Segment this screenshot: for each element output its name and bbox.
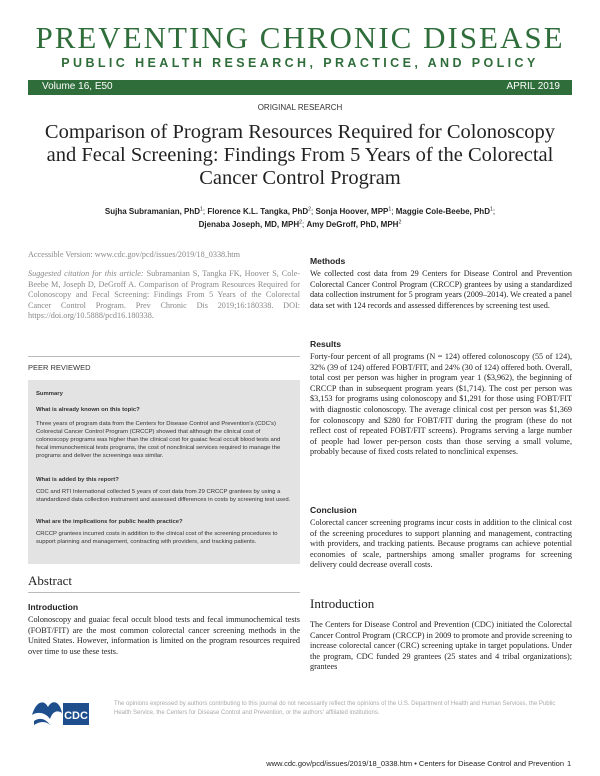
summary-question: What is already known on this topic? (36, 407, 140, 413)
journal-subtitle: PUBLIC HEALTH RESEARCH, PRACTICE, AND POLICY (61, 56, 539, 70)
intro-heading: Introduction (28, 602, 79, 612)
methods-heading: Methods (310, 256, 346, 266)
summary-question: What is added by this report? (36, 477, 119, 483)
peer-reviewed-label: PEER REVIEWED (28, 363, 91, 372)
conclusion-heading: Conclusion (310, 505, 357, 515)
summary-title: Summary (36, 391, 63, 397)
svg-text:CDC: CDC (64, 710, 88, 722)
summary-question: What are the implications for public health practice? (36, 519, 183, 525)
summary-answer: CDC and RTI International collected 5 years of cost data from 29 CRCCP grantees by using a standardized data collection instrument and assessed differences in costs by screening test used. (36, 489, 291, 503)
author: Florence K.L. Tangka, PhD$^2$; (207, 206, 316, 216)
article-title: Comparison of Program Resources Required for Colonoscopy and Fecal Screening: Findings From 5 Years of the Colorectal Cancer Control Program (44, 121, 556, 189)
summary-answer: CRCCP grantees incurred costs in addition to the clinical cost of the screening procedures to support planning and management, contracting with providers, and tracking patients. (36, 531, 278, 545)
footer-url[interactable]: www.cdc.gov/pcd/issues/2019/18_0338.htm • Centers for Disease Control and Prevention (266, 759, 564, 768)
author: Sonja Hoover, MPP$^1$; (315, 206, 396, 216)
divider (28, 592, 300, 593)
abstract-heading: Abstract (28, 573, 73, 588)
results-paragraph: Forty-four percent of all programs (N = 124) offered colonoscopy (55 of 124), 32% (39 of 124) offered FOBT/FIT, and 24% (30 of 124) offered both. Overall, total cost per person was higher in program year 1 ($3,962), the beginning of CRCCP than in subsequent program years ($1,714). The cost per person was $3,153 for programs using colonoscopy and $1,291 for those using FOBT/FIT with diagnostic colonoscopy. The average clinical cost per person was $1,369 for colonoscopy and $280 for FOBT/FIT during the program (these do not reflect cost of repeated FOBT/FIT screens). Programs serving a large number of people had lower per-person costs than those serving a small volume, probably because of fixed costs related to nonclinical expenses. (310, 352, 572, 457)
author: Amy DeGroff, PhD, MPH$^2$ (306, 219, 402, 229)
volume-label: Volume 16, E50 (42, 81, 113, 92)
methods-paragraph: We collected cost data from 29 Centers for Disease Control and Prevention Colorectal Cancer Control Program (CRCCP) grantees by using a standardized data collection instrument for 5 program years (2009–2014). We created a panel data set with 124 records and assessed differences by screening test used. (310, 269, 573, 310)
conclusion-paragraph: Colorectal cancer screening programs incur costs in addition to the clinical cost of the screening procedures to support planning and management, contracting with providers, and tracking patients. Because programs can achieve potential economies of scale, partnerships among smaller programs for screening delivery could decrease overall costs. (310, 518, 572, 570)
summary-answer: Three years of program data from the Centers for Disease Control and Prevention's (CDC's) Colorectal Cancer Control Program (CRCCP) showed that although the clinical cost of colonoscopy programs was higher than the clinical cost for guaiac fecal occult blood tests and fecal immunochemical tests programs, the cost of nonclinical services required to manage the programs and deliver the screenings was similar. (36, 421, 281, 459)
results-heading: Results (310, 339, 342, 349)
volume-bar (28, 80, 572, 95)
author: Djenaba Joseph, MD, MPH$^2$; (198, 219, 307, 229)
intro-paragraph: Colonoscopy and guaiac fecal occult blood tests and fecal immunochemical tests (FOBT/FIT) are the most common colorectal cancer screening methods in the United States. However, information is limited on the program resources required over time to use these tests. (28, 615, 300, 656)
journal-title: PREVENTING CHRONIC DISEASE (35, 20, 565, 55)
suggested-citation (28, 269, 300, 322)
citation-label: Suggested citation for this article: (28, 269, 144, 278)
citation-text: Subramanian S, Tangka FK, Hoover S, Cole-Beebe M, Joseph D, DeGroff A. Comparison of Program Resources Required for Colonoscopy and Fecal Screening: Findings From 5 Years of the Colorectal Cancer Control Program. Prev Chronic Dis 2019;16:180338. DOI: https://doi.org/10.5888/pcd16.180338. (28, 269, 300, 321)
divider (28, 356, 300, 357)
disclaimer: The opinions expressed by authors contributing to this journal do not necessarily reflect the opinions of the U.S. Department of Health and Human Services, the Public Health Service, the Centers for Disease Control and Prevention, or the authors' affiliated institutions. (114, 701, 556, 716)
article-type: ORIGINAL RESEARCH (257, 103, 343, 112)
summary-box (28, 380, 300, 564)
author-list (30, 205, 570, 231)
introduction-heading: Introduction (310, 596, 375, 611)
introduction-paragraph: The Centers for Disease Control and Prevention (CDC) initiated the Colorectal Cancer Control Program (CRCCP) in 2009 to promote and provide screening to increase colorectal cancer (CRC) screening uptake in target populations. Under the program, CDC funded 29 grantees (25 states and 4 tribal organizations); grantees (310, 620, 572, 672)
issue-date: APRIL 2019 (506, 81, 560, 92)
author: Sujha Subramanian, PhD$^1$; (104, 206, 208, 216)
accessible-version-link[interactable]: Accessible Version: www.cdc.gov/pcd/issues/2019/18_0338.htm (28, 250, 240, 259)
cdc-logo (30, 695, 90, 735)
page-number: 1 (567, 759, 572, 768)
author: Maggie Cole-Beebe, PhD$^1$; (395, 206, 496, 216)
